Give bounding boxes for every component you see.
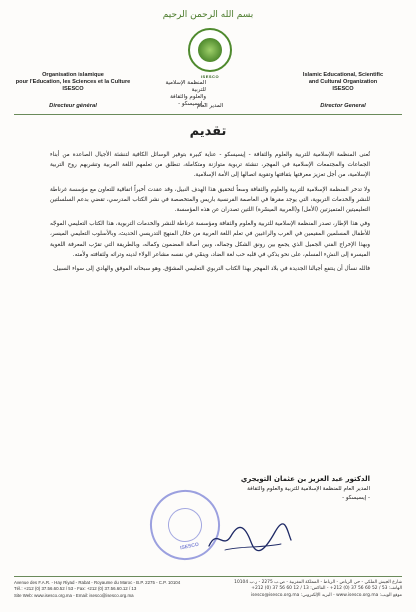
footer-phone: Tél.: +212 (0) 37.56.60.52 / 53 - Fax: +212 (0) 37.56.60.12 / 13 <box>14 586 137 592</box>
handwritten-signature <box>205 520 295 556</box>
role-french: Directeur général <box>49 103 97 109</box>
footer-arabic <box>208 580 402 599</box>
role-arabic: المدير العام <box>196 103 224 109</box>
footer-divider <box>14 576 402 577</box>
header-french-line-2: pour l'Education, les Sciences et la Culture <box>15 79 131 85</box>
seal-label: ISESCO <box>200 74 220 79</box>
header-arabic-line-2: والعلوم والثقافة <box>170 94 206 100</box>
signatory-name: الدكتور عبد العزيز بن عثمان التويجري <box>240 475 370 483</box>
signatory-title: المدير العام للمنظمة الإسلامية للتربية والعلوم والثقافة <box>247 486 370 492</box>
stamp-label: ISESCO <box>179 541 200 552</box>
header-english-line-3: ISESCO <box>332 86 354 92</box>
header-arabic-line-1: المنظمة الإسلامية للتربية <box>165 80 206 93</box>
footer-web: Site Web: www.isesco.org.ma - Email: isesco@isesco.org.ma <box>14 592 134 598</box>
header-french-line-3: ISESCO <box>62 86 84 92</box>
header-divider <box>14 114 402 115</box>
header-arabic-line-3: - إيسيسكو - <box>178 101 206 107</box>
isesco-seal-icon <box>188 28 232 72</box>
paragraph-2: ولا تدخر المنظمة الإسلامية للتربية والعلوم والثقافة وسعاً لتحقيق هذا الهدف النبيل، وقد عقدت أخيراً اتفاقية للتعاون مع مؤسسة غرناطة للنشر والخدمات التربوية، التي يوجد مقرها في العاصمة الفرنسية باريس والمتخصصة في نشر الكتاب المدرسي، تقضي بدعم السلسلتين التعليميتين المتميزتين (الأمل) و(العربية الميسّرة) اللتين تصدران عن هذه المؤسسة. <box>50 186 370 214</box>
role-english: Director General <box>320 103 366 109</box>
globe-icon <box>198 38 222 62</box>
footer-web-arabic: موقع الويب: www.isesco.org.ma - البريد الإلكتروني: isesco@isesco.org.ma <box>250 592 402 598</box>
footer-phone-arabic: الهاتف: 53 / 52 60 56 37 (0) 212+ - الفاكس: 13 / 12 60 56 37 (0) 212+ <box>251 586 402 592</box>
header-french-line-1: Organisation islamique <box>42 72 104 78</box>
header-french <box>14 72 132 93</box>
footer-address: Avenue des F.A.R. - Hay Riyad - Rabat - Royaume du Maroc - B.P. 2275 - C.P. 10104 <box>14 580 181 585</box>
signature-block <box>210 474 370 503</box>
letter-body <box>50 150 370 278</box>
stamp-emblem-icon <box>165 505 205 545</box>
paragraph-4: فالله نسأل أن ينتفع أجيالنا الجديدة في بلاد المهجر بهذا الكتاب التربوي التعليمي المشوّق. وهو سبحانه الموفق والهادي إلى سواء السبيل. <box>52 266 370 273</box>
signatory-org: - إيسيسكو - <box>342 495 370 501</box>
bismillah: بسم الله الرحمن الرحيم <box>162 10 254 20</box>
header-english <box>282 72 404 93</box>
footer-french <box>14 580 204 599</box>
footer-address-arabic: شارع الجيش الملكي - حي الرياض - الرباط - المملكة المغربية - ص.ب 2275 - ر.ب 10104 <box>234 580 402 585</box>
page-title: تقديم <box>189 124 227 139</box>
header-english-line-1: Islamic Educational, Scientific <box>302 72 384 78</box>
header-english-line-2: and Cultural Organization <box>308 79 378 85</box>
paragraph-1: تُعنى المنظمة الإسلامية للتربية والعلوم والثقافة - إيسيسكو - عناية كبيرة بتوفير الوسائل الكافية لتنشئة الأجيال الصاعدة من أبناء الجماعات والمجتمعات الإسلامية في المهجر، تنشئة تربوية متوازنة ومتكاملة، تنطلق من تعلمهم اللغة العربية وتشربهم روح التربية الإسلامية، من أجل تعزيز معرفتها بثقافتها وتقوية اتصالها إلى الأمة الإسلامية. <box>50 152 370 179</box>
paragraph-3: وفي هذا الإطار، تصدر المنظمة الإسلامية للتربية والعلوم والثقافة ومؤسسة غرناطة للنشر والخدمات التربوية، هذا الكتاب التعليمي الموجّه للأطفال المسلمين المقيمين في الغرب والراغبين في تعلم اللغة العربية من خلال المنهج التدريسي الحديث، وبالأسلوب التعليمي الميسر، وبهذا الإخراج الفني الجميل الذي يجمع بين رونق الشكل وجماله، وبين أصالة المضمون وكماله، وبالطريقة التي تقرّب المعرفة اللغوية الميسرة إلى النشء المسلم، على نحو يذكي في قلبه حب لغة الضاد، وينمّي في نفسه مشاعر الولاء لدينه وتراثه ولثقافته ولأمته. <box>50 221 370 258</box>
